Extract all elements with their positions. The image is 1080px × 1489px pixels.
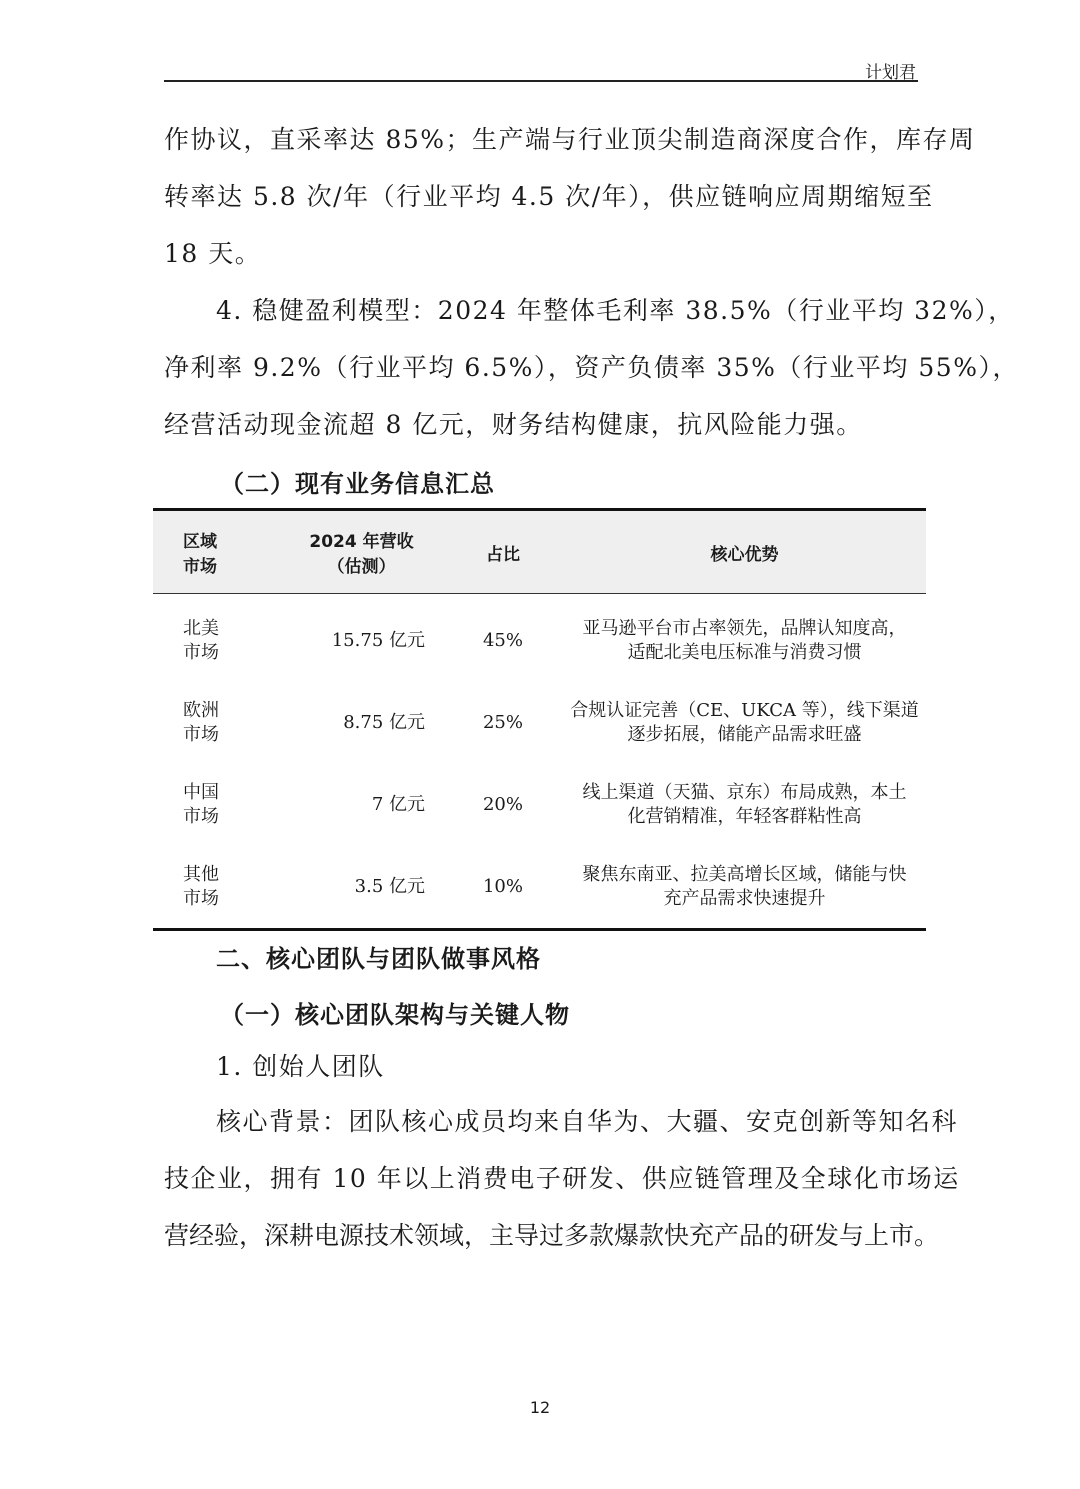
cell-advantage: 线上渠道（天猫、京东）布局成熟，本土 化营销精准，年轻客群粘性高 bbox=[582, 782, 907, 827]
header-divider bbox=[164, 80, 918, 82]
cell-revenue: 3.5 亿元 bbox=[280, 846, 443, 930]
table-row bbox=[153, 682, 926, 764]
header-region: 区域 市场 bbox=[153, 510, 280, 594]
table-row bbox=[153, 846, 926, 930]
text-line: 核心背景：团队核心成员均来自华为、大疆、安克创新等知名科 bbox=[216, 1107, 959, 1136]
cell-region: 北美 市场 bbox=[183, 618, 219, 663]
cell-share: 20% bbox=[482, 794, 523, 815]
section-heading-business-summary: （二）现有业务信息汇总 bbox=[220, 470, 495, 498]
header-advantage: 核心优势 bbox=[563, 510, 926, 594]
text-line: 作协议，直采率达 85%；生产端与行业顶尖制造商深度合作，库存周 bbox=[164, 125, 976, 154]
cell-advantage: 亚马逊平台市占率领先，品牌认知度高， 适配北美电压标准与消费习惯 bbox=[582, 618, 907, 663]
text-line: 4. 稳健盈利模型：2024 年整体毛利率 38.5%（行业平均 32%）， bbox=[216, 296, 1015, 325]
table-header-row bbox=[153, 510, 926, 594]
text-line: 净利率 9.2%（行业平均 6.5%），资产负债率 35%（行业平均 55%）， bbox=[164, 353, 1019, 382]
text-line: 转率达 5.8 次/年（行业平均 4.5 次/年），供应链响应周期缩短至 bbox=[164, 182, 934, 211]
table-row bbox=[153, 594, 926, 683]
subsection-heading-team-structure: （一）核心团队架构与关键人物 bbox=[220, 1001, 570, 1029]
cell-revenue: 7 亿元 bbox=[371, 794, 425, 815]
cell-share: 10% bbox=[443, 846, 563, 930]
table-row bbox=[153, 764, 926, 846]
text-line: 18 天。 bbox=[164, 239, 262, 268]
page-header-title: 计划君 bbox=[865, 63, 916, 83]
cell-region: 中国 市场 bbox=[183, 782, 219, 827]
list-item-founder-team: 1. 创始人团队 bbox=[216, 1052, 385, 1081]
page-number: 12 bbox=[529, 1398, 551, 1417]
cell-share: 25% bbox=[482, 712, 523, 733]
header-share: 占比 bbox=[443, 510, 563, 594]
text-line: 技企业，拥有 10 年以上消费电子研发、供应链管理及全球化市场运 bbox=[164, 1164, 960, 1193]
cell-advantage: 合规认证完善（CE、UKCA 等），线下渠道 逐步拓展，储能产品需求旺盛 bbox=[570, 700, 919, 745]
text-line: 经营活动现金流超 8 亿元，财务结构健康，抗风险能力强。 bbox=[164, 410, 863, 439]
cell-revenue: 15.75 亿元 bbox=[331, 630, 425, 651]
business-summary-table bbox=[153, 508, 926, 931]
cell-revenue: 8.75 亿元 bbox=[343, 712, 425, 733]
section-heading-core-team: 二、核心团队与团队做事风格 bbox=[216, 945, 541, 973]
header-revenue: 2024 年营收 （估测） bbox=[280, 510, 443, 594]
cell-region: 欧洲 市场 bbox=[183, 700, 219, 745]
text-line: 营经验，深耕电源技术领域，主导过多款爆款快充产品的研发与上市。 bbox=[164, 1221, 940, 1250]
cell-advantage: 聚焦东南亚、拉美高增长区域，储能与快 充产品需求快速提升 bbox=[563, 846, 926, 930]
cell-share: 45% bbox=[482, 630, 523, 651]
cell-region: 其他 市场 bbox=[153, 846, 280, 930]
